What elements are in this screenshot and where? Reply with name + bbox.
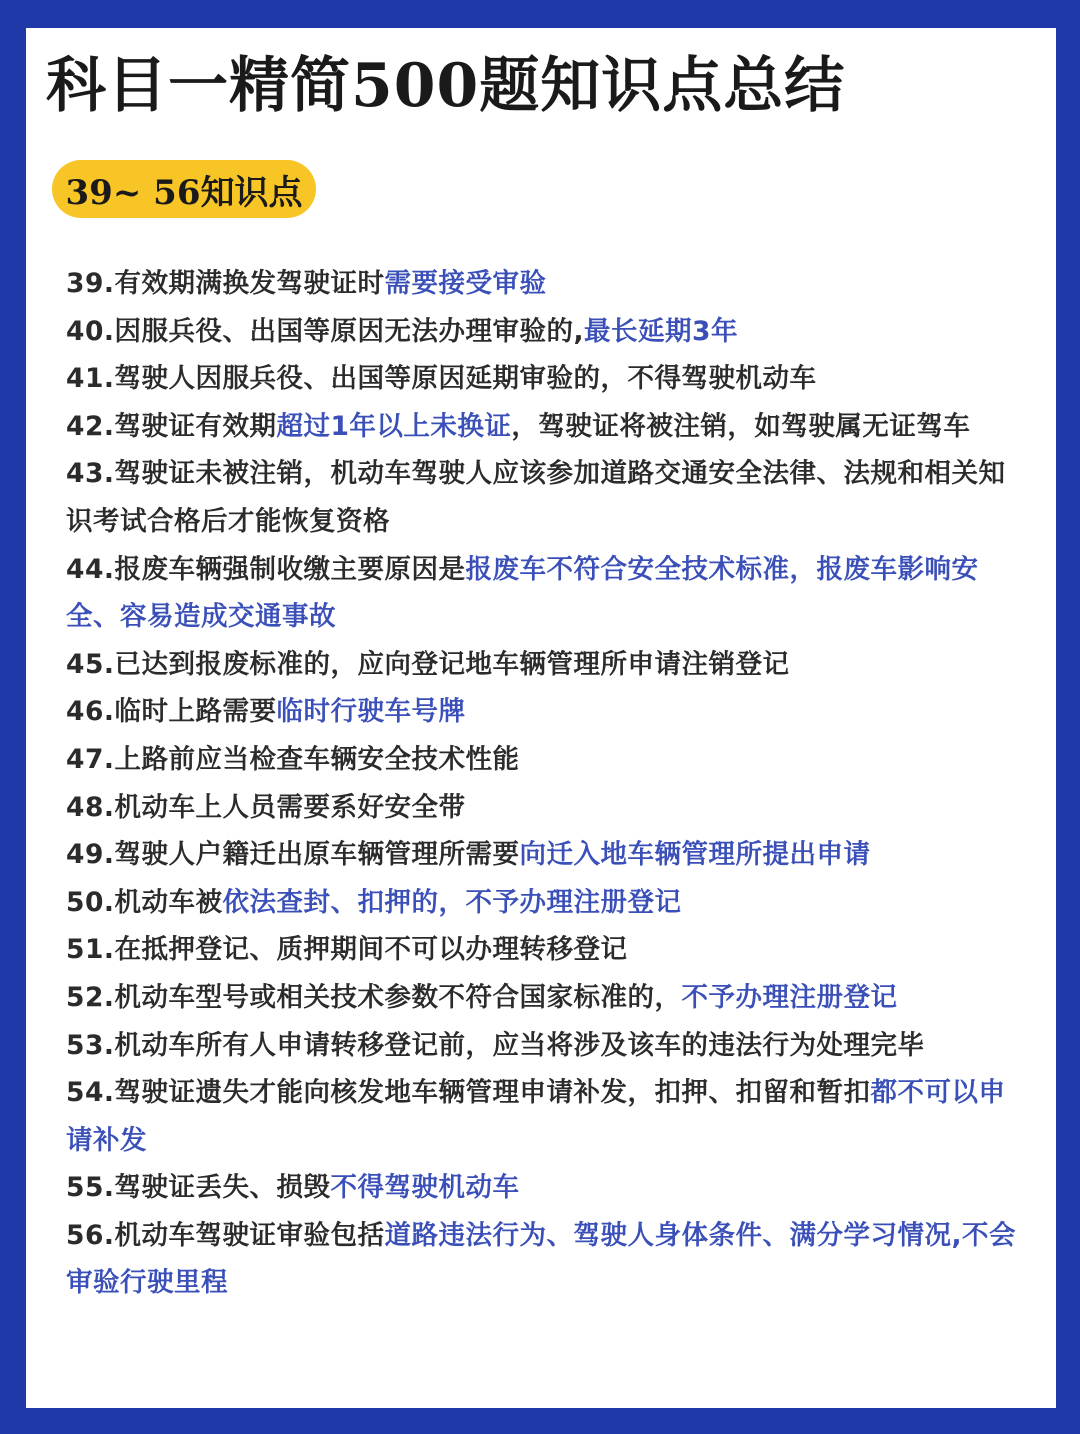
list-item: 50.机动车被依法查封、扣押的，不予办理注册登记: [66, 886, 682, 918]
highlight-text: 道路违法行为、驾驶人身体条件、满分学习情况,不会审验行驶里程: [66, 1219, 1017, 1299]
highlight-text: 不予办理注册登记: [681, 981, 898, 1013]
list-item: 53.机动车所有人申请转移登记前，应当将涉及该车的违法行为处理完毕: [66, 1029, 925, 1061]
highlight-text: 向迁入地车辆管理所提出申请: [519, 839, 871, 871]
highlight-text: 超过1年以上未换证: [276, 410, 512, 442]
knowledge-list: [66, 260, 1022, 1307]
highlight-text: 报废车不符合安全技术标准，报废车影响安全、容易造成交通事故: [66, 553, 979, 633]
list-item: 41.驾驶人因服兵役、出国等原因延期审验的，不得驾驶机动车: [66, 363, 817, 395]
highlight-text: 最长延期3年: [584, 315, 738, 347]
list-item: 46.临时上路需要临时行驶车号牌: [66, 696, 466, 728]
section-badge: 39~ 56知识点: [52, 160, 316, 218]
list-item: 44.报废车辆强制收缴主要原因是报废车不符合安全技术标准，报废车影响安全、容易造成交通事故: [66, 553, 979, 633]
highlight-text: 依法查封、扣押的，不予办理注册登记: [222, 886, 682, 918]
highlight-text: 都不可以申请补发: [66, 1077, 1006, 1156]
list-item: 52.机动车型号或相关技术参数不符合国家标准的，不予办理注册登记: [66, 981, 898, 1013]
content-card: [26, 28, 1056, 1408]
list-item: 56.机动车驾驶证审验包括道路违法行为、驾驶人身体条件、满分学习情况,不会审验行驶里程: [66, 1219, 1017, 1299]
highlight-text: 临时行驶车号牌: [276, 696, 466, 728]
list-item: 40.因服兵役、出国等原因无法办理审验的,最长延期3年: [66, 315, 738, 347]
list-item: 43.驾驶证未被注销，机动车驾驶人应该参加道路交通安全法律、法规和相关知识考试合格后才能恢复资格: [66, 458, 1006, 537]
highlight-text: 需要接受审验: [384, 268, 547, 299]
page-title: 科目一精简500题知识点总结: [46, 51, 846, 121]
list-item: 47.上路前应当检查车辆安全技术性能: [66, 743, 520, 775]
list-item: 42.驾驶证有效期超过1年以上未换证，驾驶证将被注销，如驾驶属无证驾车: [66, 410, 971, 442]
list-item: 51.在抵押登记、质押期间不可以办理转移登记: [66, 934, 628, 966]
list-item: 55.驾驶证丢失、损毁不得驾驶机动车: [66, 1172, 520, 1204]
highlight-text: 不得驾驶机动车: [330, 1172, 520, 1204]
list-item: 54.驾驶证遗失才能向核发地车辆管理申请补发，扣押、扣留和暂扣都不可以申请补发: [66, 1077, 1006, 1156]
list-item: 48.机动车上人员需要系好安全带: [66, 791, 466, 823]
list-item: 45.已达到报废标准的，应向登记地车辆管理所申请注销登记: [66, 648, 790, 680]
list-item: 49.驾驶人户籍迁出原车辆管理所需要向迁入地车辆管理所提出申请: [66, 839, 871, 871]
list-item: 39.有效期满换发驾驶证时需要接受审验: [66, 268, 547, 299]
